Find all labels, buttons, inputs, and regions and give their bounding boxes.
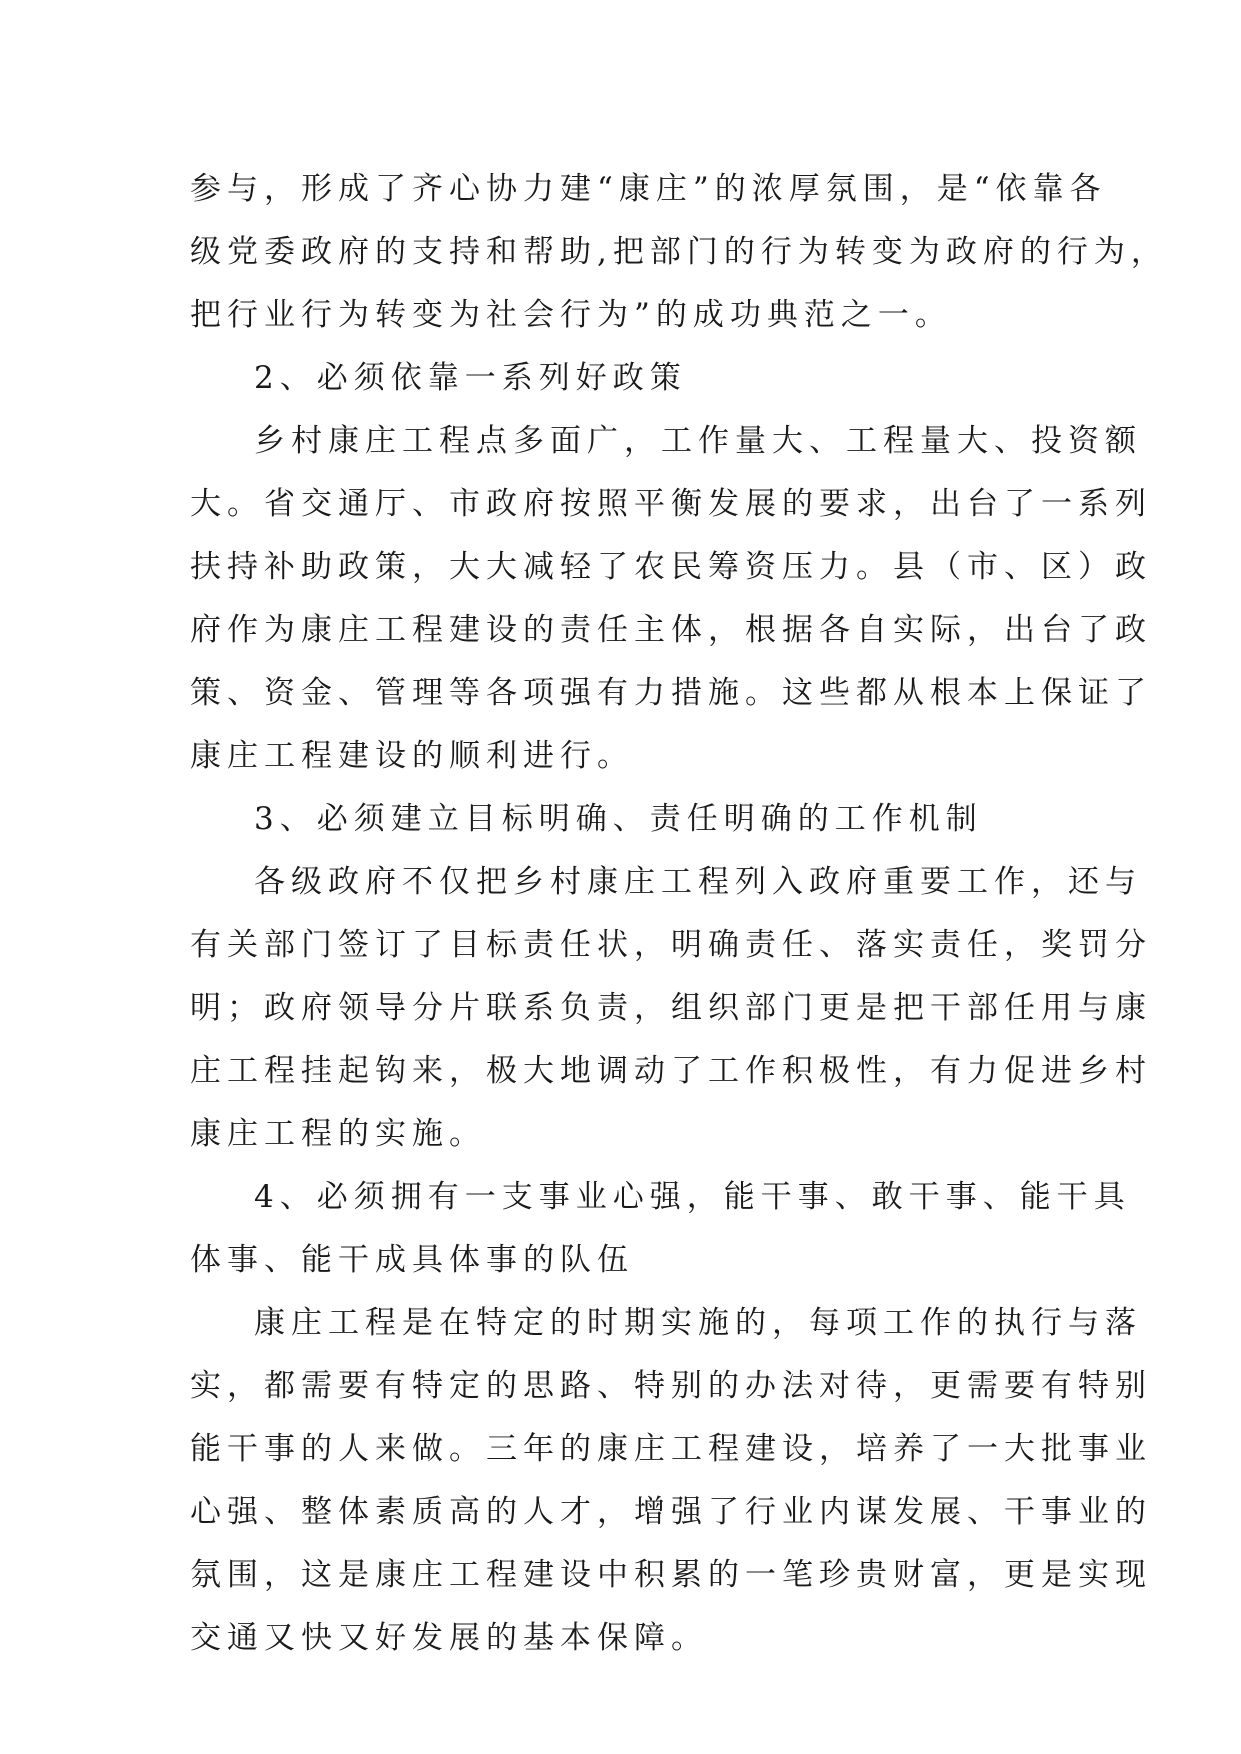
section-heading: 3、必须建立目标明确、责任明确的工作机制: [254, 801, 983, 837]
text-line: 能干事的人来做。三年的康庄工程建设，培养了一大批事业: [190, 1431, 1152, 1467]
text-line: 实，都需要有特定的思路、特别的办法对待，更需要有特别: [190, 1368, 1152, 1404]
text-line: 心强、整体素质高的人才，增强了行业内谋发展、干事业的: [190, 1494, 1152, 1530]
text-line: 庄工程挂起钩来，极大地调动了工作积极性，有力促进乡村: [190, 1053, 1152, 1089]
section-heading: 2、必须依靠一系列好政策: [254, 360, 687, 396]
section-heading: 体事、能干成具体事的队伍: [190, 1242, 634, 1278]
text-line: 乡村康庄工程点多面广，工作量大、工程量大、投资额: [254, 423, 1142, 459]
text-line: 扶持补助政策，大大减轻了农民筹资压力。县（市、区）政: [190, 549, 1152, 585]
text-line: 府作为康庄工程建设的责任主体，根据各自实际，出台了政: [190, 612, 1152, 648]
text-line: 级党委政府的支持和帮助,把部门的行为转变为政府的行为，: [190, 234, 1168, 270]
text-line: 大。省交通厅、市政府按照平衡发展的要求，出台了一系列: [190, 486, 1152, 522]
text-line: 参与，形成了齐心协力建“康庄”的浓厚氛围，是“依靠各: [190, 171, 1107, 207]
text-line: 康庄工程是在特定的时期实施的，每项工作的执行与落: [254, 1305, 1142, 1341]
text-line: 有关部门签订了目标责任状，明确责任、落实责任，奖罚分: [190, 927, 1152, 963]
section-heading: 4、必须拥有一支事业心强，能干事、敢干事、能干具: [254, 1179, 1131, 1215]
text-line: 明；政府领导分片联系负责，组织部门更是把干部任用与康: [190, 990, 1152, 1026]
text-line: 氛围，这是康庄工程建设中积累的一笔珍贵财富，更是实现: [190, 1557, 1152, 1593]
text-line: 康庄工程建设的顺利进行。: [190, 738, 634, 774]
text-line: 把行业行为转变为社会行为”的成功典范之一。: [190, 297, 952, 333]
text-line: 交通又快又好发展的基本保障。: [190, 1620, 708, 1656]
text-line: 策、资金、管理等各项强有力措施。这些都从根本上保证了: [190, 675, 1152, 711]
document-body: [190, 158, 1168, 1670]
text-line: 各级政府不仅把乡村康庄工程列入政府重要工作，还与: [254, 864, 1142, 900]
text-line: 康庄工程的实施。: [190, 1116, 486, 1152]
